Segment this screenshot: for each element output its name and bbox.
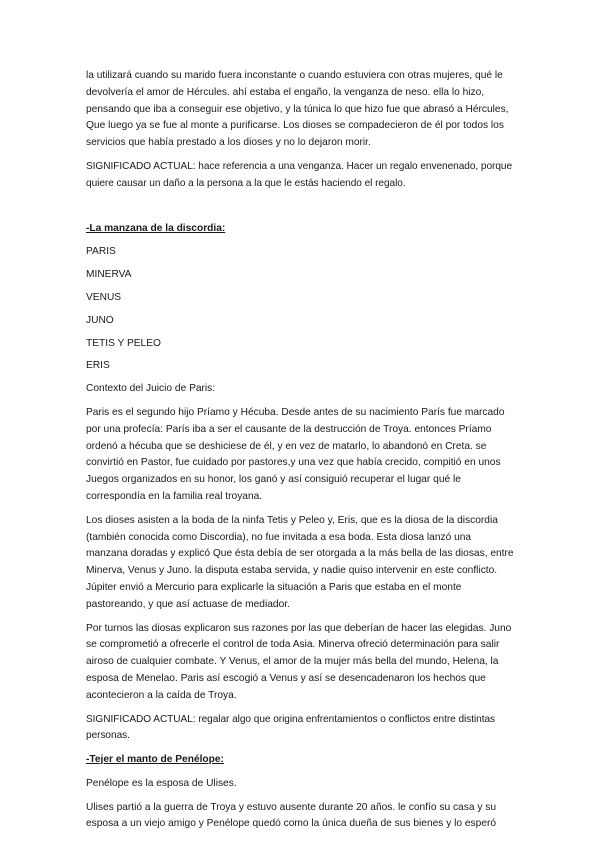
section-heading-manzana: -La manzana de la discordia:	[86, 222, 226, 234]
list-item: TETIS Y PELEO	[86, 337, 161, 349]
paragraph-boda: Los dioses asisten a la boda de la ninfa Tetis y Peleo y, Eris, que es la diosa de la discordia (también conocida como Discordia), no fue invitada a esa boda. Esta diosa lanzó una manzana doradas y explicó Que ésta debía de ser otorgada a la más bella de las diosas, entre Minerva, Venus y Juno. la disputa estaba servida, y nadie quiso intervenir en este conflicto. Júpiter envió a Mercurio para explicarle la situación a Paris que estaba en el monte pastoreando, y que así actuase de mediador.	[86, 514, 514, 610]
section-heading-penelope: -Tejer el manto de Penélope:	[86, 754, 224, 766]
characters-list	[86, 244, 514, 375]
paragraph-significado-2: SIGNIFICADO ACTUAL: regalar algo que origina enfrentamientos o conflictos entre distintas personas.	[86, 713, 496, 742]
spacer	[86, 200, 514, 221]
list-item: PARIS	[86, 246, 116, 258]
list-item: ERIS	[86, 360, 110, 372]
paragraph-paris: Paris es el segundo hijo Príamo y Hécuba. Desde antes de su nacimiento París fue marcado por una profecía: París iba a ser el causante de la destrucción de Troya. entonces Príamo ordenó a hécuba que se deshiciese de él, y en vez de matarlo, lo abandonó en Creta. se convirtió en Pastor, fue cuidado por pastores,y una vez que había crecido, compitió en unos Juegos organizados en su honor, los ganó y así consiguió recuperar el lugar qué le correspondía en la familia real troyana.	[86, 406, 505, 502]
list-item: JUNO	[86, 314, 114, 326]
document-body	[86, 68, 514, 840]
paragraph-hercules: la utilizará cuando su marido fuera inconstante o cuando estuviera con otras mujeres, qué le devolvería el amor de Hércules. ahí estaba el engaño, la venganza de neso. ella lo hizo, pensando que iba a conseguir ese objetivo, y la túnica lo que hizo fue que abrasó a Hércules, Que luego ya se fue al monte a purificarse. Los dioses se compadecieron de él por todos los servicios que había prestado a los dioses y no lo dejaron morir.	[86, 70, 509, 149]
list-item: MINERVA	[86, 269, 132, 281]
paragraph-penelope: Penélope es la esposa de Ulises.	[86, 777, 237, 789]
list-item: VENUS	[86, 291, 122, 303]
subtitle-contexto: Contexto del Juicio de Paris:	[86, 383, 216, 395]
paragraph-ulises: Ulises partió a la guerra de Troya y estuvo ausente durante 20 años. le confío su casa y su esposa a un viejo amigo y Penélope quedó como la única dueña de sus bienes y lo esperó	[86, 801, 497, 830]
paragraph-significado-1: SIGNIFICADO ACTUAL: hace referencia a una venganza. Hacer un regalo envenenado, porque quiere causar un daño a la persona a la que le estás haciendo el regalo.	[86, 160, 513, 189]
paragraph-diosas: Por turnos las diosas explicaron sus razones por las que deberían de hacer las elegidas. Juno se comprometió a ofrecerle el control de toda Asia. Minerva ofreció determinación para salir airoso de cualquier combate. Y Venus, el amor de la mujer más bella del mundo, Helena, la esposa de Menelao. Paris así escogió a Venus y así se desencadenaron los hechos que acontecieron a la caída de Troya.	[86, 622, 512, 701]
